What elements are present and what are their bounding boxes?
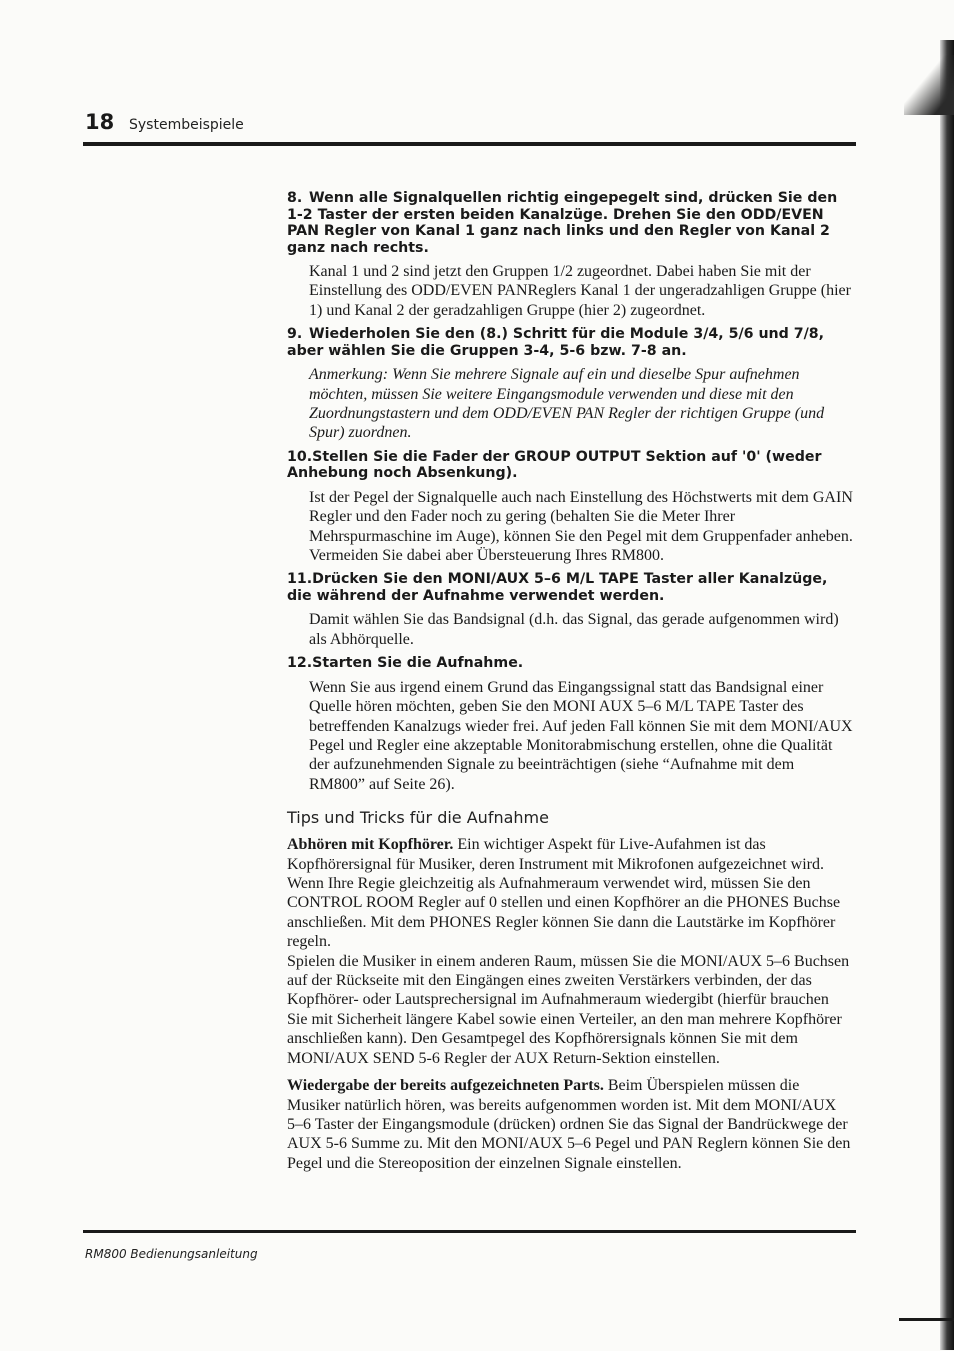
step-number: 9.	[287, 326, 303, 343]
step-heading	[287, 655, 853, 672]
step-heading-text: Starten Sie die Aufnahme.	[312, 655, 524, 672]
step-heading-text: Stellen Sie die Fader der GROUP OUTPUT Sektion auf '0' (weder Anhebung noch Absenkung).	[287, 448, 822, 482]
step-note: Anmerkung: Wenn Sie mehrere Signale auf ein und dieselbe Spur aufnehmen möchten, müssen Sie weitere Eingangsmodule verwenden und diese mit den Zuordnungstastern und dem ODD/EVEN PAN Regler der richtigen Gruppe (und Spur) zuordnen.	[309, 366, 825, 442]
page-footer: RM800 Bedienungsanleitung	[85, 1247, 258, 1261]
step-number: 12.	[287, 655, 313, 672]
step-heading	[287, 449, 853, 482]
step-heading	[287, 190, 853, 256]
step-body: Damit wählen Sie das Bandsignal (d.h. das Signal, das gerade aufgenommen wird) als Abhörquelle.	[309, 611, 839, 648]
step-number: 10.	[287, 448, 313, 465]
step-heading	[287, 571, 853, 604]
page-header	[85, 110, 855, 140]
binding-mark	[899, 1318, 954, 1321]
main-content	[287, 190, 853, 1183]
step-heading	[287, 326, 853, 359]
section-title: Tips und Tricks für die Aufnahme	[287, 808, 549, 828]
step-8	[287, 190, 853, 320]
step-12	[287, 655, 853, 794]
paragraph-text: Spielen die Musiker in einem anderen Raum, müssen Sie die MONI/AUX 5–6 Buchsen auf der Rückseite mit den Eingängen eines zweiten Verstärkers verbinden, der das Kopfhörer- oder Lautsprechersignal im Aufnahmeraum wiedergibt (hierfür brauchen Sie mit Sicherheit längere Kabel sowie einen Verteiler, an den man mehrere Kopfhörer anschließen kann). Den Gesamtpegel des Kopfhörersignals können Sie mit dem MONI/AUX SEND 5-6 Regler der AUX Return-Sektion einstellen.	[287, 952, 850, 1067]
paragraph-text: Beim Überspielen müssen die Musiker natürlich hören, was bereits aufgenommen worden ist. Mit dem MONI/AUX 5–6 Taster der Eingangsmodule (drücken) ordnen Sie das Signal der Bandrückwege der AUX 5-6 Summe zu. Mit den MONI/AUX 5–6 Pegel und PAN Reglern können Sie den Pegel und die Stereoposition der einzelnen Signale einstellen.	[287, 1077, 851, 1172]
step-body: Ist der Pegel der Signalquelle auch nach Einstellung des Höchstwerts mit dem GAIN Regler und den Fader noch zu gering (behalten Sie die Meter Ihrer Mehrspurmaschine im Auge), können Sie den Pegel mit dem Gruppenfader anheben. Vermeiden Sie dabei aber Übersteuerung Ihres RM800.	[309, 488, 853, 565]
paragraph-headphones	[287, 835, 853, 1068]
binding-shadow	[904, 55, 954, 115]
step-number: 11.	[287, 571, 313, 588]
footer-rule	[83, 1230, 856, 1233]
step-9	[287, 326, 853, 443]
step-body: Kanal 1 und 2 sind jetzt den Gruppen 1/2 zugeordnet. Dabei haben Sie mit der Einstellung des ODD/EVEN PANReglers Kanal 1 der ungeradzahligen Gruppe (hier 1) und Kanal 2 der geradzahligen Gruppe (hier 2) zugeordnet.	[309, 263, 851, 319]
page-number: 18	[85, 110, 115, 134]
step-number: 8.	[287, 190, 303, 206]
page-binding-edge	[940, 40, 954, 1350]
step-heading-text: Drücken Sie den MONI/AUX 5–6 M/L TAPE Taster aller Kanalzüge, die während der Aufnahme verwendet werden.	[287, 571, 828, 604]
step-11	[287, 571, 853, 649]
paragraph-playback	[287, 1076, 853, 1173]
step-heading-text: Wiederholen Sie den (8.) Schritt für die Module 3/4, 5/6 und 7/8, aber wählen Sie die Gruppen 3-4, 5-6 bzw. 7-8 an.	[287, 326, 825, 359]
step-10	[287, 449, 853, 566]
step-body: Wenn Sie aus irgend einem Grund das Eingangssignal statt das Bandsignal einer Quelle hören möchten, geben Sie den MONI AUX 5–6 M/L TAPE Taster des betreffenden Kanalzugs wieder frei. Auf jeden Fall können Sie mit dem MONI/AUX Pegel und Regler eine akzeptable Monitorabmischung erstellen, ohne die Qualität der aufzunehmenden Signale zu beeinträchtigen (siehe “Aufnahme mit dem RM800” auf Seite 26).	[309, 678, 853, 793]
header-rule	[83, 142, 856, 146]
paragraph-lead: Wiedergabe der bereits aufgezeichneten Parts.	[287, 1077, 604, 1095]
step-heading-text: Wenn alle Signalquellen richtig eingepegelt sind, drücken Sie den 1-2 Taster der ersten beiden Kanalzüge. Drehen Sie den ODD/EVEN PAN Regler von Kanal 1 ganz nach links und den Regler von Kanal 2 ganz nach rechts.	[287, 190, 838, 256]
chapter-title: Systembeispiele	[129, 117, 244, 133]
paragraph-text: Ein wichtiger Aspekt für Live-Aufahmen ist das Kopfhörersignal für Musiker, deren Instrument mit Mikrofonen aufgezeichnet wird. Wenn Ihre Regie gleichzeitig als Aufnahmeraum verwendet wird, müssen Sie den CONTROL ROOM Regler auf 0 stellen und einen Kopfhörer an die PHONES Buchse anschließen. Mit dem PHONES Regler können Sie dann die Lautstärke im Kopfhörer regeln.	[287, 836, 841, 951]
paragraph-lead: Abhören mit Kopfhörer.	[287, 836, 454, 854]
